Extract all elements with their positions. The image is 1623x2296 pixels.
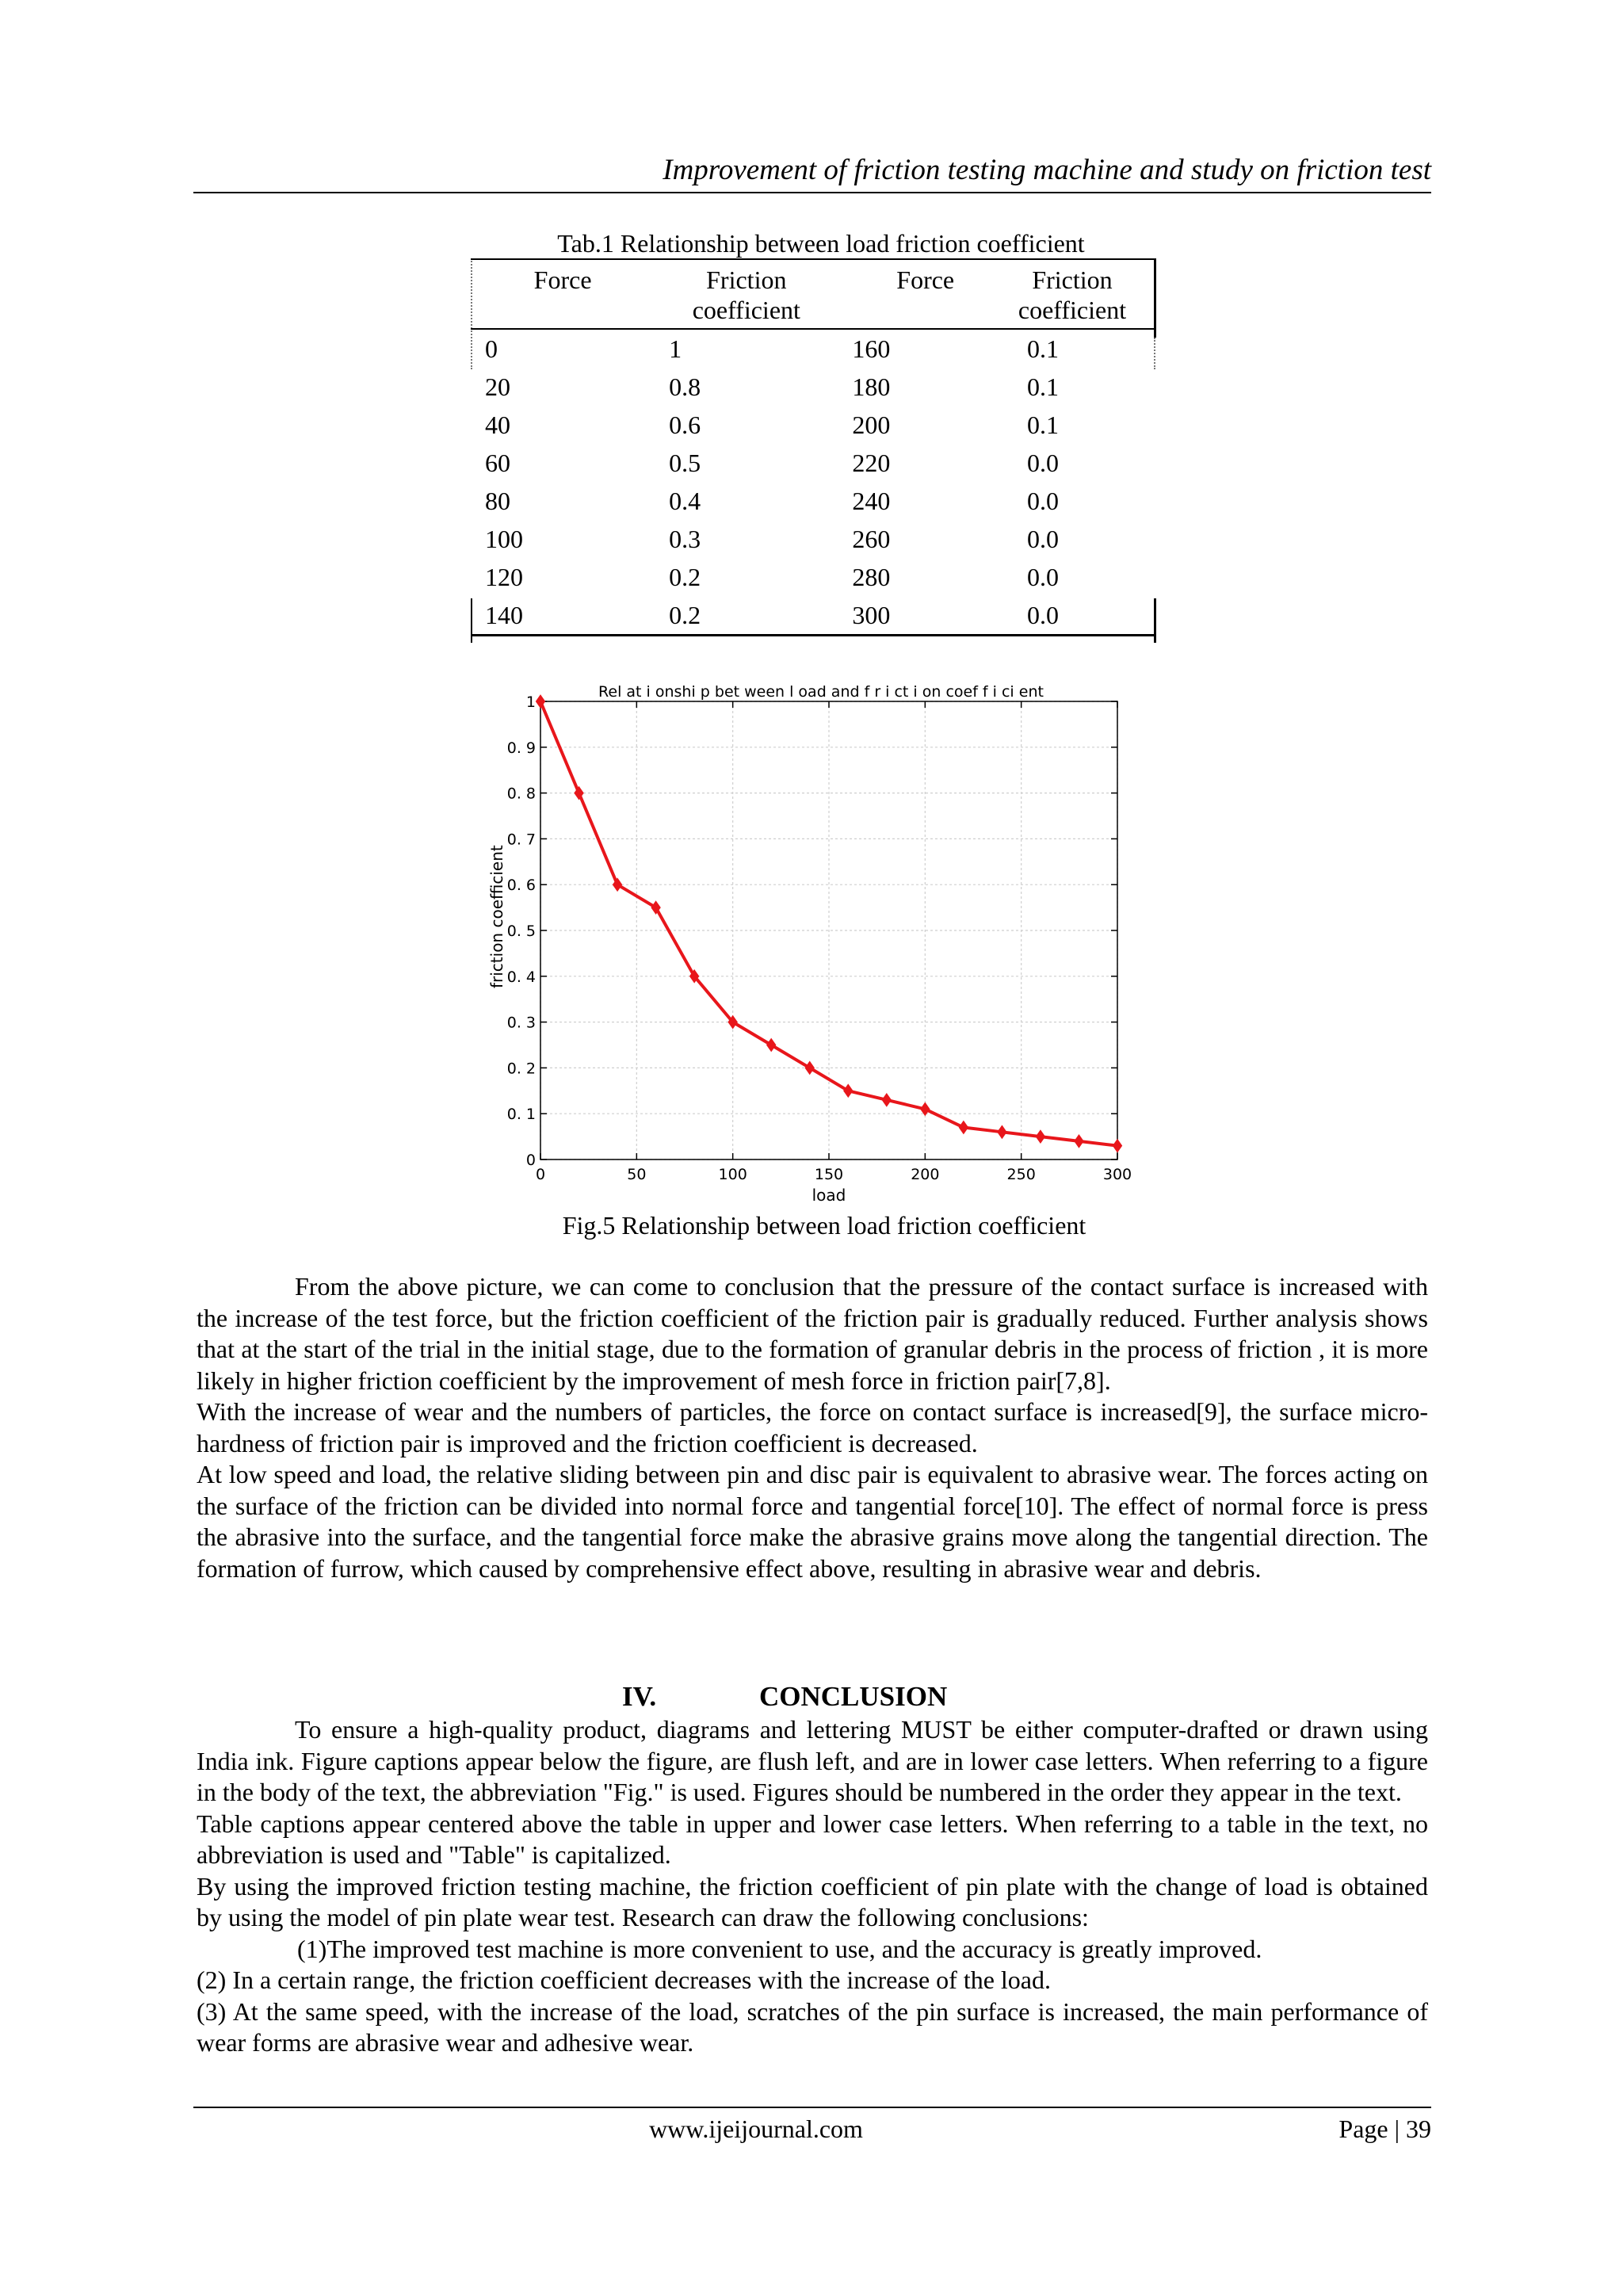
paragraph: From the above picture, we can come to conclusion that the pressure of the contact surface is increased with the increase of the test force, but the friction coefficient of the friction pair is gradually reduced. Further analysis shows that at the start of the trial in the initial stage, due to the formation of granular debris in the process of friction , it is more likely in higher friction coefficient by the improvement of mesh force in friction pair[7,8]. [197,1272,1428,1395]
y-tick-label: 0. 6 [506,877,536,895]
table-cell: 0.0 [1026,563,1059,591]
footer-rule [193,2107,1431,2108]
x-tick-label: 300 [1102,1166,1132,1183]
paragraph: (2) In a certain range, the friction coefficient decreases with the increase of the load. [197,1966,1051,1994]
journal-url: www.ijeijournal.com [649,2115,863,2143]
table-cell: 100 [485,525,523,553]
table-cell: 0.0 [1026,525,1059,553]
data-table-container [471,258,1155,636]
paragraph: (1)The improved test machine is more convenient to use, and the accuracy is greatly improved. [297,1934,1262,1963]
chart-ticks [507,693,1132,1183]
table-row [471,329,1155,368]
data-point-marker [1036,1130,1044,1143]
table-cell: 160 [852,334,891,363]
y-tick-label: 0. 9 [506,739,536,757]
table-cell: 0.6 [669,411,701,439]
table-header-row [471,259,1155,329]
table-cell: 240 [852,487,891,515]
data-point-marker [844,1084,853,1097]
table-row [471,406,1155,444]
table-cell: 300 [838,596,1013,636]
x-tick-label: 250 [1006,1166,1036,1183]
paragraph: To ensure a high-quality product, diagrams and lettering MUST be either computer-drafted or drawn using India ink. Figure captions appear below the figure, are flush left, and are in lower case letters. When referring to a figure in the body of the text, the abbreviation "Fig." is used. Figures should be numbered in the order they appear in the text. [197,1715,1428,1806]
data-table [471,258,1155,636]
data-point-marker [805,1061,814,1074]
x-tick-label: 50 [627,1166,647,1183]
paragraph: (3) At the same speed, with the increase of the load, scratches of the pin surface is increased, the main performance of wear forms are abrasive wear and adhesive wear. [197,1996,1428,2057]
table-cell: 0.0 [1013,596,1155,636]
x-tick-label: 150 [814,1166,844,1183]
table-cell: 1 [669,334,682,363]
table-row [471,558,1155,596]
y-tick-label: 0. 3 [506,1014,536,1032]
table-cell: 0.8 [669,372,701,401]
page-number: Page | 39 [1338,2115,1431,2143]
x-tick-label: 100 [718,1166,747,1183]
data-point-marker [998,1125,1006,1138]
table-caption: Tab.1 Relationship between load friction coefficient [557,229,1085,258]
x-tick-label: 0 [535,1166,546,1183]
y-tick-label: 0 [525,1152,536,1169]
y-tick-label: 0. 4 [506,968,536,986]
chart-title: Rel at i onshi p bet ween l oad and f r i ct i on coef f i ci ent [598,683,1044,701]
friction-chart [475,674,1157,1213]
table-cell: 0.0 [1026,487,1059,515]
x-tick-label: 200 [911,1166,940,1183]
table-cell: 0.1 [1026,372,1059,401]
table-cell: 220 [852,449,891,477]
table-cell: 0.4 [669,487,701,515]
table-cell: 60 [485,449,510,477]
table-cell: 120 [485,563,523,591]
table-body [471,329,1155,636]
table-header-cell: Force [838,259,1013,329]
header-rule [193,192,1431,193]
chart-x-axis-label: load [812,1186,846,1205]
running-title: Improvement of friction testing machine and study on friction test [663,154,1431,186]
table-header-cell: Force [471,259,655,329]
table-cell: 140 [471,596,655,636]
table-cell: 0.2 [669,563,701,591]
paragraph: At low speed and load, the relative sliding between pin and disc pair is equivalent to abrasive wear. The forces acting on the surface of the friction can be divided into normal force and tangential force[10]. The effect of normal force is press the abrasive into the surface, and the tangential force make the abrasive grains move along the tangential direction. The formation of furrow, which caused by comprehensive effect above, resulting in abrasive wear and debris. [197,1460,1428,1583]
y-tick-label: 0. 1 [506,1106,536,1124]
y-tick-label: 1 [525,693,536,711]
table-cell: 280 [852,563,891,591]
data-point-marker [1113,1140,1121,1152]
data-point-marker [767,1039,776,1052]
table-cell: 0.1 [1026,411,1059,439]
paragraph: With the increase of wear and the numbers of particles, the force on contact surface is increased[9], the surface micro-hardness of friction pair is improved and the friction coefficient is decreased. [197,1397,1428,1457]
table-cell: 0.1 [1026,334,1059,363]
paragraph: By using the improved friction testing machine, the friction coefficient of pin plate with the change of load is obtained by using the model of pin plate wear test. Research can draw the following conclusions: [197,1871,1428,1931]
section-number: IV. [622,1681,657,1712]
table-cell: 260 [852,525,891,553]
y-tick-label: 0. 5 [506,923,536,940]
table-row [471,520,1155,558]
table-row [471,482,1155,520]
table-cell: 180 [852,372,891,401]
chart-grid [540,701,1117,1159]
table-cell: 0.5 [669,449,701,477]
table-cell: 0.2 [655,596,838,636]
table-header-cell: Friction coefficient [1013,259,1155,329]
table-cell: 0.3 [669,525,701,553]
table-row [471,368,1155,406]
table-cell: 0.0 [1026,449,1059,477]
table-header-cell: Friction coefficient [655,259,838,329]
section-title: CONCLUSION [759,1681,948,1712]
paragraph: Table captions appear centered above the table in upper and lower case letters. When referring to a table in the text, no abbreviation is used and "Table" is capitalized. [197,1809,1428,1869]
conclusion-text [197,1714,1428,2059]
data-point-marker [1075,1135,1083,1148]
table-cell: 40 [485,411,510,439]
table-cell: 80 [485,487,510,515]
figure-caption: Fig.5 Relationship between load friction coefficient [562,1211,1086,1240]
table-row [471,444,1155,482]
page-footer [193,2111,1431,2146]
table-cell: 200 [852,411,891,439]
y-tick-label: 0. 8 [506,785,536,803]
data-point-marker [959,1121,968,1134]
table-cell: 0 [485,334,498,363]
y-tick-label: 0. 2 [506,1060,536,1078]
data-point-marker [882,1094,891,1106]
table-row [471,596,1155,636]
discussion-text [197,1271,1428,1584]
y-tick-label: 0. 7 [506,831,536,849]
chart-y-axis-label: friction coefficient [487,845,506,989]
table-cell: 20 [485,372,510,401]
